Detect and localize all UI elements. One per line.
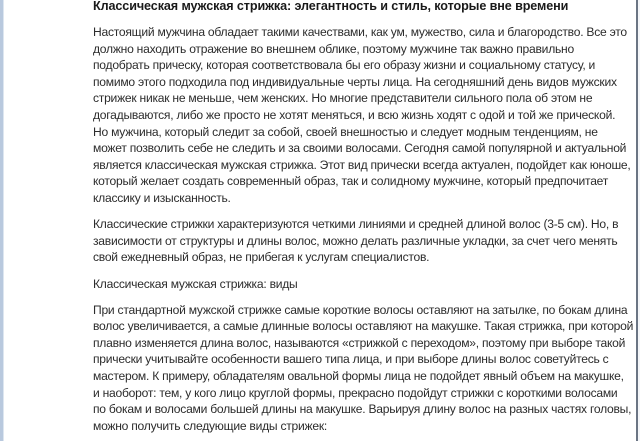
text-line: Классическая мужская стрижка: виды xyxy=(93,276,298,291)
text-line: который желает создать современный образ, так и солидному мужчине, который предпочитает xyxy=(93,174,609,189)
text-line: догадываются, либо же просто не хотят меняться, и всю жизнь ходят с одой и той же прической. xyxy=(93,107,616,122)
text-line: свой ежедневный образ, не прибегая к услугам специалистов. xyxy=(93,250,430,265)
window-left-border-highlight xyxy=(3,0,4,441)
text-line: помимо этого подходила под индивидуальные черты лица. На сегодняшний день видов мужских xyxy=(93,74,617,89)
document-title: Классическая мужская стрижка: элегантность и стиль, которые вне времени xyxy=(93,0,569,13)
text-line: Настоящий мужчина обладает такими качествами, как ум, мужество, сила и благородство. Все это xyxy=(93,25,627,39)
text-line: может позволить себе не следить и за своими волосами. Сегодня самой популярной и актуальной xyxy=(93,141,627,156)
paragraph-classic-description xyxy=(93,216,619,266)
text-line: по бокам и волосами большей длины на макушке. Варьируя длину волос на разных частях головы, xyxy=(93,402,632,417)
text-line: должно находить отражение во внешнем облике, поэтому мужчине так важно правильно xyxy=(93,41,574,56)
section-heading-types xyxy=(93,276,613,293)
text-line: При стандартной мужской стрижке самые короткие волосы оставляют на затылке, по бокам длина xyxy=(93,302,628,317)
document-page xyxy=(93,0,634,444)
text-line: плавно изменяется длина волос, называются «стрижкой с переходом», поэтому при выборе такой xyxy=(93,335,626,350)
text-line: прически учитывайте особенности вашего типа лица, и при выборе длины волос советуйтесь с xyxy=(93,352,609,367)
text-line: стрижек никак не меньше, чем женских. Но многие представители сильного пола об этом не xyxy=(93,91,593,106)
text-line: и наоборот: тем, у кого лицо круглой формы, прекрасно подойдут стрижки с короткими волосами xyxy=(93,385,618,400)
text-line: волос увеличивается, а самые длинные волосы оставляют на макушке. Такая стрижка, при которой xyxy=(93,319,634,334)
text-line: классику и изысканность. xyxy=(93,190,231,205)
text-line: можно получить следующие виды стрижек: xyxy=(93,418,327,433)
text-line: является классическая мужская стрижка. Этот вид прически всегда актуален, подойдет как юноше, xyxy=(93,157,631,172)
text-line: Но мужчина, который следит за собой, своей внешностью и следует модным тенденциям, не xyxy=(93,124,598,139)
text-line: зависимости от структуры и длины волос, можно делать различные укладки, за счет чего менять xyxy=(93,233,618,248)
text-line: подобрать прическу, которая соответствовала бы его образу жизни и социальному статусу, и xyxy=(93,58,596,73)
text-line: Классические стрижки характеризуются четкими линиями и средней длиной волос (3-5 см). Но, в xyxy=(93,217,619,232)
text-line: мастером. К примеру, обладателям овальной формы лица не подойдет явный объем на макушке, xyxy=(93,369,624,384)
paragraph-standard-haircut xyxy=(93,302,634,435)
paragraph-intro xyxy=(93,24,631,207)
